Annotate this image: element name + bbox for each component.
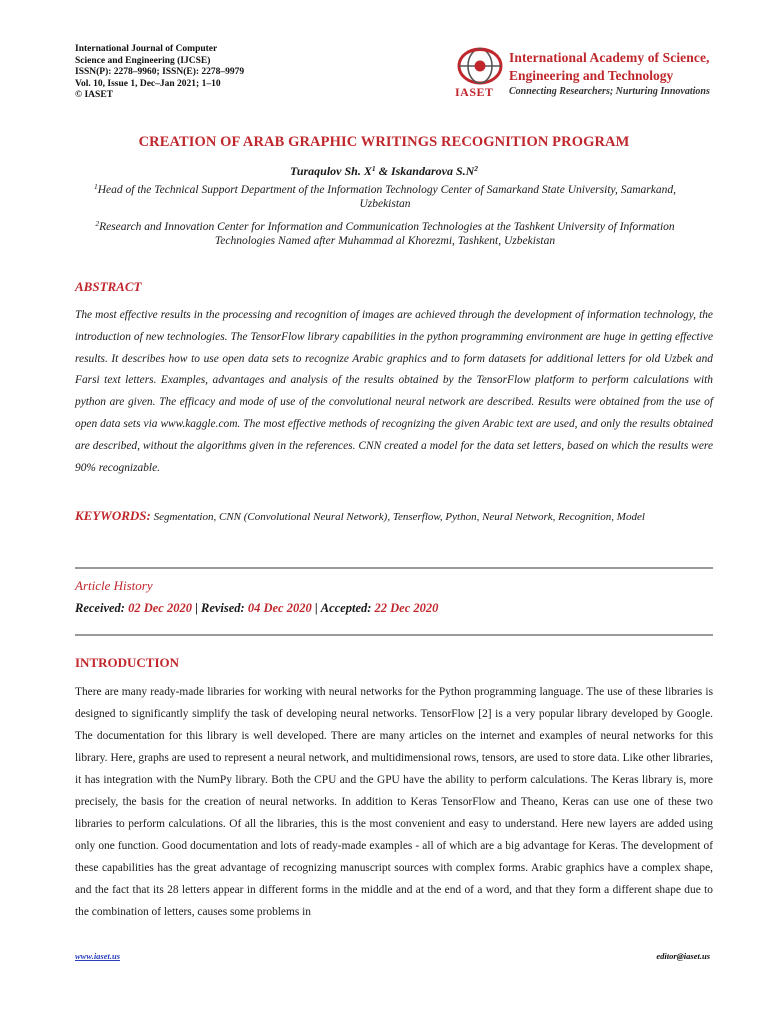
- keywords: [75, 505, 715, 528]
- abstract-heading: ABSTRACT: [75, 279, 142, 294]
- journal-line: International Journal of Computer: [75, 44, 218, 54]
- divider: [75, 634, 713, 636]
- introduction-text: There are many ready-made libraries for working with neural networks for the Python programming language. The use of these libraries is designed to significantly simplify the task of developing neural networks. TensorFlow [2] is a very popular library developed by Google. The documentation for this library is well developed. There are many articles on the internet and examples of neural networks for this library. Here, graphs are used to represent a neural network, and multidimensional rows, tensors, are used to store data. Like other libraries, it has integration with the NumPy library. Both the CPU and the GPU have the ability to perform calculations. The Keras library is, more precisely, the basis for the creation of neural networks. In addition to Keras TensorFlow and Theano, Keras can use one of these two libraries to perform calculations. Of all the libraries, this is the most convenient and easy to understand. Here new layers are added using only one function. Good documentation and lots of ready-made examples - all of which are a big advantage for Keras. The development of these capabilities has the great advantage of recognizing manuscript sources with complex forms. Arabic graphics have a complex shape, and the fact that its 28 letters appear in different forms in the middle and at the end of a word, and that they form a different shape due to the combination of letters, causes some problems in: [75, 686, 713, 918]
- journal-line: Vol. 10, Issue 1, Dec–Jan 2021; 1–10: [75, 78, 221, 89]
- affiliation-1-text: Head of the Technical Support Department of the Information Technology Center of Samarkand State University, Samarkand, Uzbekistan: [97, 184, 676, 210]
- journal-line: © IASET: [75, 90, 113, 100]
- divider: [75, 567, 713, 569]
- date-separator: |: [311, 601, 321, 615]
- affiliation-2-sup: 2: [95, 219, 100, 228]
- logo-name-line1: International Academy of Science,: [509, 50, 710, 65]
- affiliation-1: [75, 184, 695, 211]
- received-date: 02 Dec 2020: [128, 601, 192, 615]
- author-2: & Iskandarova S.N: [375, 164, 475, 178]
- editor-email: editor@iaset.us: [656, 951, 710, 961]
- revised-label: Revised:: [200, 601, 248, 615]
- date-separator: |: [191, 601, 201, 615]
- author-2-sup: 2: [474, 164, 479, 173]
- revised-date: 04 Dec 2020: [247, 601, 312, 615]
- received-label: Received:: [75, 601, 129, 615]
- iaset-logo: [452, 44, 722, 102]
- affiliation-2-text: Research and Innovation Center for Information and Communication Technologies at the Tashkent University of Information Technologies Named after Muhammad al Khorezmi, Tashkent, Uzbekistan: [99, 221, 675, 247]
- logo-name-line2: Engineering and Technology: [509, 68, 674, 83]
- abstract-text: The most effective results in the processing and recognition of images are achieved through the development of information technology, the introduction of new technologies. The TensorFlow library capabilities in the python programming environment are huge in getting effective results. It describes how to use open data sets to recognize Arabic graphics and to form datasets for additional letters for old Uzbek and Farsi text letters. Examples, advantages and analysis of the results obtained by the TensorFlow platform to perform calculations with python are given. The efficacy and mode of use of the convolutional neural network are described. Results were obtained from the use of open data sets via www.kaggle.com. The most effective methods of recognizing the given Arabic text are used, and only the results obtained are described, without the algorithms given in the references. CNN created a model for the data set letters, based on which the results were 90% recognizable.: [75, 309, 713, 474]
- author-1-sup: 1: [371, 164, 376, 173]
- journal-info: [75, 44, 335, 102]
- journal-line: Science and Engineering (IJCSE): [75, 55, 211, 66]
- accepted-label: Accepted:: [320, 601, 375, 615]
- journal-line: ISSN(P): 2278–9960; ISSN(E): 2278–9979: [75, 67, 245, 77]
- keywords-text: Segmentation, CNN (Convolutional Neural Network), Tenserflow, Python, Neural Network, Recognition, Model: [150, 511, 645, 523]
- authors: [0, 164, 768, 179]
- author-1: Turaqulov Sh. X: [289, 164, 372, 178]
- paper-title: CREATION OF ARAB GRAPHIC WRITINGS RECOGNITION PROGRAM: [138, 134, 630, 150]
- affiliation-1-sup: 1: [94, 182, 98, 191]
- article-history-heading: Article History: [75, 578, 153, 593]
- keywords-label: KEYWORDS:: [75, 508, 151, 523]
- logo-tagline: Connecting Researchers; Nurturing Innovations: [509, 86, 710, 97]
- website-link[interactable]: www.iaset.us: [75, 951, 121, 961]
- affiliation-2: [75, 221, 695, 248]
- logo-acronym: IASET: [455, 85, 494, 99]
- introduction-heading: INTRODUCTION: [75, 655, 180, 670]
- accepted-date: 22 Dec 2020: [374, 601, 439, 615]
- article-dates: [75, 601, 438, 616]
